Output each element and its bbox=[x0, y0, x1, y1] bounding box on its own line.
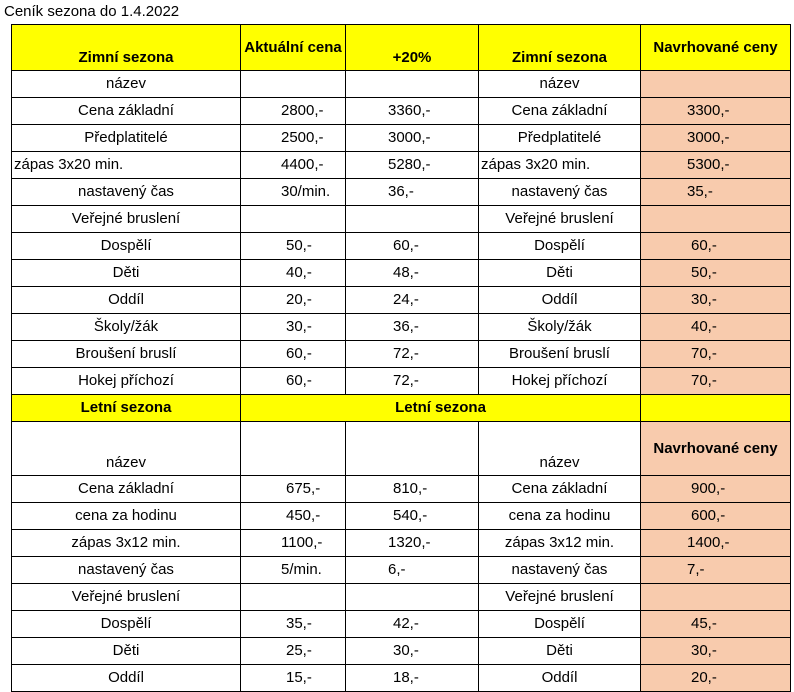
summer-proposed-price bbox=[641, 503, 791, 530]
winter-proposed-price-value: 3000,- bbox=[687, 129, 730, 146]
summer-item-name: Dospělí bbox=[12, 611, 241, 638]
winter-row bbox=[12, 71, 791, 98]
summer-item-name-2: cena za hodinu bbox=[479, 503, 641, 530]
winter-row bbox=[12, 368, 791, 395]
winter-proposed-price bbox=[641, 152, 791, 179]
winter-current-price-value: 60,- bbox=[286, 345, 312, 362]
winter-proposed-price-value: 70,- bbox=[691, 372, 717, 389]
summer-proposed-price bbox=[641, 611, 791, 638]
summer-name-label-2: název bbox=[479, 422, 641, 476]
price-table-body bbox=[12, 25, 791, 692]
winter-item-name: název bbox=[12, 71, 241, 98]
summer-proposed-price-value: 30,- bbox=[691, 642, 717, 659]
winter-proposed-price bbox=[641, 260, 791, 287]
summer-proposed-price-value: 7,- bbox=[687, 561, 705, 578]
winter-item-name-2: Broušení bruslí bbox=[479, 341, 641, 368]
winter-plus20-price-value: 24,- bbox=[393, 291, 419, 308]
summer-item-name-2: Děti bbox=[479, 638, 641, 665]
winter-current-price-value: 30,- bbox=[286, 318, 312, 335]
summer-plus20-price-value: 810,- bbox=[393, 480, 428, 497]
winter-plus20-price-value: 48,- bbox=[393, 264, 419, 281]
winter-proposed-price bbox=[641, 341, 791, 368]
winter-current-price-value: 60,- bbox=[286, 372, 312, 389]
summer-current-price bbox=[241, 530, 346, 557]
summer-header-empty bbox=[641, 395, 791, 422]
winter-plus20-price bbox=[346, 152, 479, 179]
winter-row bbox=[12, 98, 791, 125]
summer-plus20-price bbox=[346, 611, 479, 638]
summer-name-row bbox=[12, 422, 791, 476]
summer-plus20-price-value: 540,- bbox=[393, 507, 428, 524]
winter-proposed-price-value: 35,- bbox=[687, 183, 713, 200]
summer-item-name-2: zápas 3x12 min. bbox=[479, 530, 641, 557]
summer-empty-cell bbox=[241, 422, 346, 476]
winter-item-name-2: název bbox=[479, 71, 641, 98]
summer-current-price bbox=[241, 476, 346, 503]
summer-plus20-price bbox=[346, 503, 479, 530]
winter-proposed-price bbox=[641, 125, 791, 152]
winter-item-name: Školy/žák bbox=[12, 314, 241, 341]
winter-plus20-price bbox=[346, 125, 479, 152]
summer-item-name: nastavený čas bbox=[12, 557, 241, 584]
summer-current-price bbox=[241, 638, 346, 665]
winter-item-name: Hokej příchozí bbox=[12, 368, 241, 395]
winter-plus20-price bbox=[346, 98, 479, 125]
summer-proposed-price-value: 20,- bbox=[691, 669, 717, 686]
summer-row bbox=[12, 530, 791, 557]
winter-item-name: Děti bbox=[12, 260, 241, 287]
winter-plus20-price-value: 36,- bbox=[393, 318, 419, 335]
winter-item-name-2: Dospělí bbox=[479, 233, 641, 260]
winter-current-price bbox=[241, 341, 346, 368]
winter-proposed-price-value: 70,- bbox=[691, 345, 717, 362]
winter-proposed-price-value: 40,- bbox=[691, 318, 717, 335]
winter-current-price-value: 2500,- bbox=[281, 129, 324, 146]
winter-current-price bbox=[241, 260, 346, 287]
winter-current-price-value: 4400,- bbox=[281, 156, 324, 173]
winter-plus20-price bbox=[346, 314, 479, 341]
winter-item-name-2: Veřejné bruslení bbox=[479, 206, 641, 233]
winter-current-price bbox=[241, 233, 346, 260]
price-table bbox=[11, 24, 791, 692]
winter-row bbox=[12, 287, 791, 314]
winter-plus20-price bbox=[346, 233, 479, 260]
winter-plus20-price bbox=[346, 260, 479, 287]
document-title: Ceník sezona do 1.4.2022 bbox=[4, 3, 180, 20]
winter-current-price-value: 50,- bbox=[286, 237, 312, 254]
summer-row bbox=[12, 503, 791, 530]
winter-plus20-price-value: 3000,- bbox=[388, 129, 431, 146]
summer-name-label: název bbox=[12, 422, 241, 476]
summer-item-name-2: nastavený čas bbox=[479, 557, 641, 584]
summer-current-price-value: 675,- bbox=[286, 480, 321, 497]
summer-proposed-price bbox=[641, 665, 791, 692]
winter-item-name: nastavený čas bbox=[12, 179, 241, 206]
winter-row bbox=[12, 125, 791, 152]
winter-proposed-price bbox=[641, 179, 791, 206]
summer-current-price bbox=[241, 665, 346, 692]
proposed-price-header: Navrhované ceny bbox=[641, 25, 791, 71]
winter-row bbox=[12, 233, 791, 260]
winter-plus20-price-value: 60,- bbox=[393, 237, 419, 254]
winter-row bbox=[12, 152, 791, 179]
winter-current-price bbox=[241, 125, 346, 152]
summer-current-price-value: 15,- bbox=[286, 669, 312, 686]
summer-current-price-value: 5/min. bbox=[281, 561, 322, 578]
winter-current-price bbox=[241, 179, 346, 206]
summer-plus20-price bbox=[346, 530, 479, 557]
winter-current-price-value: 20,- bbox=[286, 291, 312, 308]
summer-plus20-price bbox=[346, 584, 479, 611]
winter-item-name: Veřejné bruslení bbox=[12, 206, 241, 233]
winter-item-name: Dospělí bbox=[12, 233, 241, 260]
summer-row bbox=[12, 611, 791, 638]
winter-plus20-price-value: 72,- bbox=[393, 345, 419, 362]
winter-item-name-2: zápas 3x20 min. bbox=[479, 152, 641, 179]
summer-item-name-2: Cena základní bbox=[479, 476, 641, 503]
summer-season-header: Letní sezona bbox=[12, 395, 241, 422]
winter-item-name: zápas 3x20 min. bbox=[12, 152, 241, 179]
summer-current-price bbox=[241, 503, 346, 530]
summer-current-price bbox=[241, 584, 346, 611]
winter-item-name-2: Cena základní bbox=[479, 98, 641, 125]
summer-proposed-price-value: 45,- bbox=[691, 615, 717, 632]
winter-proposed-price bbox=[641, 368, 791, 395]
winter-plus20-price-value: 3360,- bbox=[388, 102, 431, 119]
summer-plus20-price-value: 18,- bbox=[393, 669, 419, 686]
winter-season-header-2: Zimní sezona bbox=[479, 25, 641, 71]
winter-item-name: Oddíl bbox=[12, 287, 241, 314]
winter-row bbox=[12, 206, 791, 233]
summer-proposed-price bbox=[641, 638, 791, 665]
summer-proposed-price bbox=[641, 476, 791, 503]
summer-current-price bbox=[241, 611, 346, 638]
summer-proposed-price bbox=[641, 530, 791, 557]
summer-item-name: Děti bbox=[12, 638, 241, 665]
summer-proposed-header: Navrhované ceny bbox=[641, 422, 791, 476]
winter-header-row bbox=[12, 25, 791, 71]
winter-current-price bbox=[241, 314, 346, 341]
summer-current-price-value: 35,- bbox=[286, 615, 312, 632]
summer-row bbox=[12, 638, 791, 665]
winter-current-price-value: 40,- bbox=[286, 264, 312, 281]
winter-proposed-price bbox=[641, 287, 791, 314]
summer-item-name-2: Veřejné bruslení bbox=[479, 584, 641, 611]
summer-proposed-price-value: 1400,- bbox=[687, 534, 730, 551]
winter-plus20-price-value: 5280,- bbox=[388, 156, 431, 173]
winter-current-price-value: 2800,- bbox=[281, 102, 324, 119]
summer-row bbox=[12, 584, 791, 611]
summer-proposed-price bbox=[641, 557, 791, 584]
winter-proposed-price bbox=[641, 98, 791, 125]
winter-proposed-price bbox=[641, 233, 791, 260]
winter-proposed-price bbox=[641, 206, 791, 233]
winter-item-name: Předplatitelé bbox=[12, 125, 241, 152]
winter-current-price bbox=[241, 287, 346, 314]
summer-current-price bbox=[241, 557, 346, 584]
winter-plus20-price bbox=[346, 287, 479, 314]
summer-row bbox=[12, 476, 791, 503]
summer-header-row bbox=[12, 395, 791, 422]
summer-item-name: cena za hodinu bbox=[12, 503, 241, 530]
summer-plus20-price bbox=[346, 638, 479, 665]
winter-item-name-2: Oddíl bbox=[479, 287, 641, 314]
summer-plus20-price bbox=[346, 476, 479, 503]
summer-plus20-price-value: 1320,- bbox=[388, 534, 431, 551]
winter-row bbox=[12, 341, 791, 368]
winter-item-name: Cena základní bbox=[12, 98, 241, 125]
winter-item-name-2: Hokej příchozí bbox=[479, 368, 641, 395]
summer-plus20-price-value: 6,- bbox=[388, 561, 406, 578]
winter-proposed-price-value: 3300,- bbox=[687, 102, 730, 119]
summer-current-price-value: 1100,- bbox=[281, 534, 323, 551]
winter-current-price bbox=[241, 71, 346, 98]
winter-proposed-price bbox=[641, 314, 791, 341]
winter-proposed-price-value: 50,- bbox=[691, 264, 717, 281]
summer-item-name: Oddíl bbox=[12, 665, 241, 692]
summer-proposed-price-value: 900,- bbox=[691, 480, 726, 497]
winter-item-name-2: Děti bbox=[479, 260, 641, 287]
summer-plus20-price bbox=[346, 557, 479, 584]
winter-row bbox=[12, 260, 791, 287]
winter-item-name-2: Školy/žák bbox=[479, 314, 641, 341]
summer-item-name: zápas 3x12 min. bbox=[12, 530, 241, 557]
winter-item-name: Broušení bruslí bbox=[12, 341, 241, 368]
winter-current-price bbox=[241, 98, 346, 125]
summer-proposed-price-value: 600,- bbox=[691, 507, 726, 524]
plus20-header: +20% bbox=[346, 25, 479, 71]
winter-season-header: Zimní sezona bbox=[12, 25, 241, 71]
winter-proposed-price bbox=[641, 71, 791, 98]
summer-proposed-price bbox=[641, 584, 791, 611]
summer-item-name-2: Dospělí bbox=[479, 611, 641, 638]
winter-current-price-value: 30/min. bbox=[281, 183, 331, 200]
winter-plus20-price bbox=[346, 341, 479, 368]
summer-row bbox=[12, 557, 791, 584]
winter-proposed-price-value: 5300,- bbox=[687, 156, 730, 173]
winter-item-name-2: Předplatitelé bbox=[479, 125, 641, 152]
summer-plus20-price-value: 30,- bbox=[393, 642, 419, 659]
winter-proposed-price-value: 30,- bbox=[691, 291, 717, 308]
winter-plus20-price bbox=[346, 206, 479, 233]
summer-empty-cell bbox=[346, 422, 479, 476]
current-price-header: Aktuální cena bbox=[241, 25, 346, 71]
summer-item-name-2: Oddíl bbox=[479, 665, 641, 692]
winter-current-price bbox=[241, 206, 346, 233]
summer-season-header-2: Letní sezona bbox=[241, 395, 641, 422]
winter-plus20-price bbox=[346, 368, 479, 395]
winter-row bbox=[12, 179, 791, 206]
winter-item-name-2: nastavený čas bbox=[479, 179, 641, 206]
winter-plus20-price-value: 72,- bbox=[393, 372, 419, 389]
summer-current-price-value: 450,- bbox=[286, 507, 321, 524]
summer-item-name: Veřejné bruslení bbox=[12, 584, 241, 611]
summer-row bbox=[12, 665, 791, 692]
winter-plus20-price-value: 36,- bbox=[388, 183, 414, 200]
winter-proposed-price-value: 60,- bbox=[691, 237, 717, 254]
summer-item-name: Cena základní bbox=[12, 476, 241, 503]
winter-row bbox=[12, 314, 791, 341]
summer-plus20-price-value: 42,- bbox=[393, 615, 419, 632]
winter-current-price bbox=[241, 368, 346, 395]
winter-current-price bbox=[241, 152, 346, 179]
summer-plus20-price bbox=[346, 665, 479, 692]
winter-plus20-price bbox=[346, 71, 479, 98]
summer-current-price-value: 25,- bbox=[286, 642, 312, 659]
winter-plus20-price bbox=[346, 179, 479, 206]
